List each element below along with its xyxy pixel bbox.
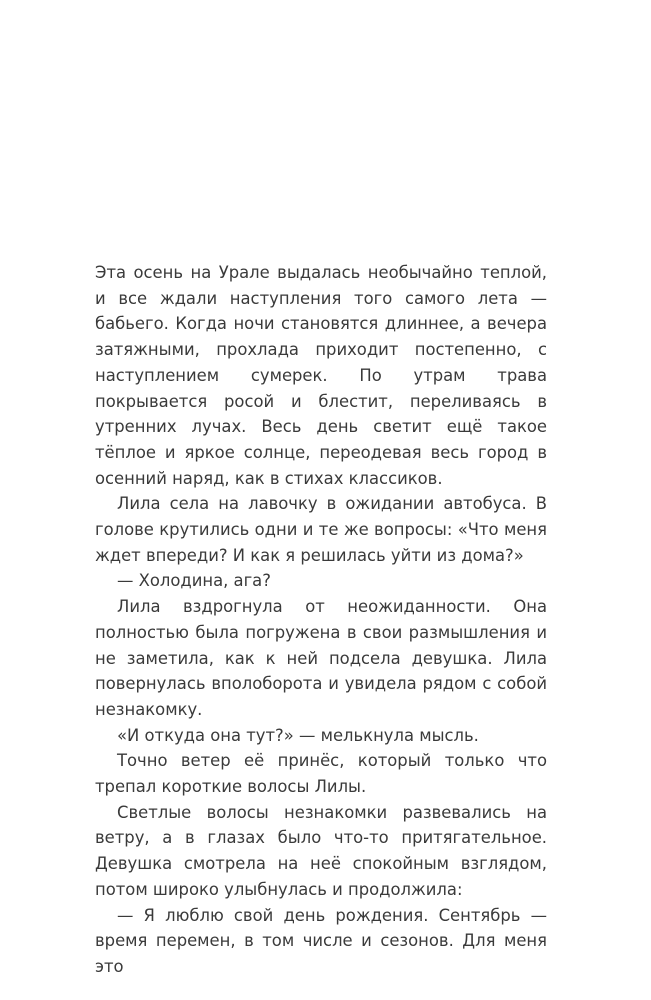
- paragraph-intro: Эта осень на Урале выдалась необычайно теплой, и все ждали наступления того самого лета — бабьего. Когда ночи становятся длиннее, а вечера затяжными, прохлада приходит постепенно, с наступлением сумерек. По утрам трава покрывается росой и блестит, переливаясь в утренних лучах. Весь день светит ещё такое тёплое и яркое солнце, переодевая весь город в осенний наряд, как в стихах классиков.: [95, 263, 547, 488]
- paragraph-wind: Точно ветер её принёс, который только что трепал короткие волосы Лилы.: [95, 751, 547, 797]
- paragraph-birthday: — Я люблю свой день рождения. Сентябрь — время перемен, в том числе и сезонов. Для меня это: [95, 905, 547, 976]
- paragraph-thought: «И откуда она тут?» — мелькнула мысль.: [117, 725, 479, 745]
- paragraph-bus-stop: Лила села на лавочку в ожидании автобуса. В голове крутились одни и те же вопросы: «Что меня ждет впереди? И как я решилась уйти из дома?»: [95, 494, 547, 565]
- body-text: [95, 260, 547, 980]
- paragraph-startled: Лила вздрогнула от неожиданности. Она полностью была погружена в свои размышления и не заметила, как к ней подсела девушка. Лила повернулась вполоборота и увидела рядом с собой незнакомку.: [95, 597, 547, 719]
- paragraph-stranger: Светлые волосы незнакомки развевались на ветру, а в глазах было что-то притягательное. Девушка смотрела на неё спокойным взглядом, потом широко улыбнулась и продолжила:: [95, 802, 547, 899]
- paragraph-dialogue-cold: — Холодина, ага?: [117, 571, 271, 591]
